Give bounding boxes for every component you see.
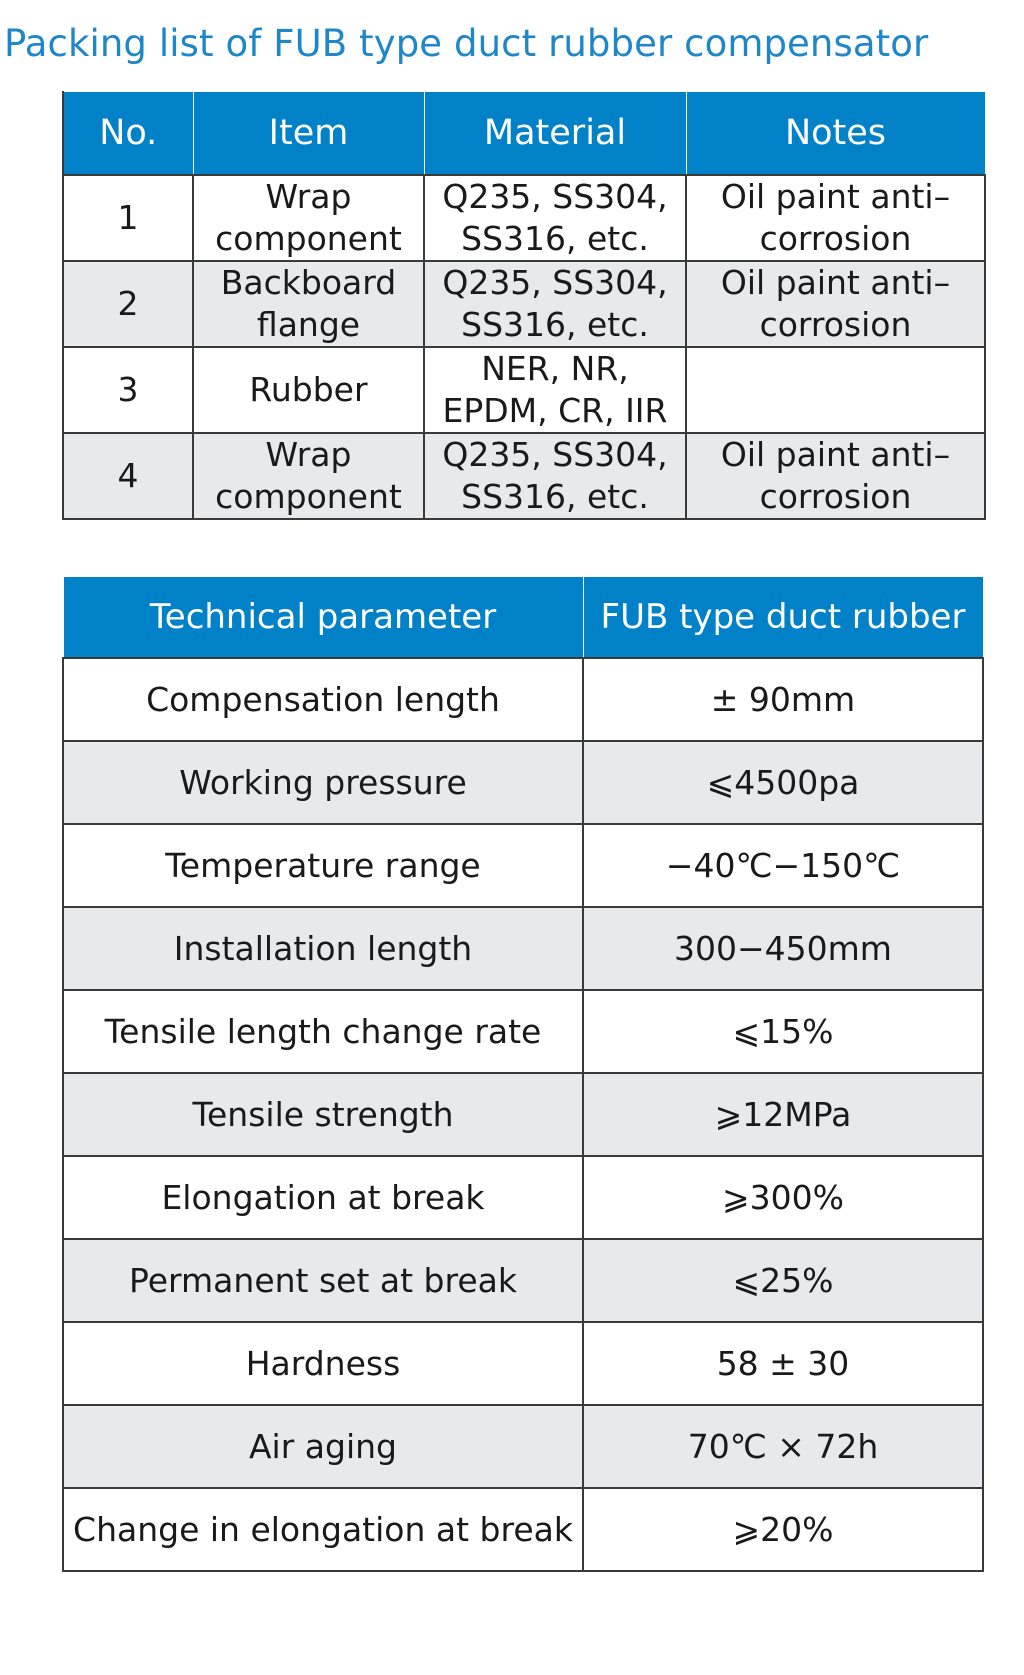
cell-text: Q235, SS304, (442, 177, 668, 216)
cell-parameter: Air aging (63, 1405, 583, 1488)
cell-notes (686, 261, 985, 347)
table-row (63, 658, 983, 741)
table-row (63, 1239, 983, 1322)
cell-value: 300−450mm (583, 907, 983, 990)
table-row (63, 1322, 983, 1405)
cell-material (424, 433, 686, 519)
column-header-material: Material (424, 92, 686, 176)
cell-text: corrosion (759, 219, 912, 258)
table-row (63, 741, 983, 824)
cell-parameter: Tensile length change rate (63, 990, 583, 1073)
table-row (63, 907, 983, 990)
cell-text: Backboard (220, 263, 397, 302)
cell-text: Oil paint anti– (720, 435, 951, 474)
cell-notes (686, 433, 985, 519)
column-header-value: FUB type duct rubber (583, 577, 983, 659)
cell-no: 4 (63, 433, 193, 519)
column-header-parameter: Technical parameter (63, 577, 583, 659)
cell-parameter: Temperature range (63, 824, 583, 907)
cell-text: Rubber (249, 370, 368, 409)
cell-value: −40℃−150℃ (583, 824, 983, 907)
table-row (63, 1405, 983, 1488)
table-header-row (63, 92, 985, 176)
cell-material (424, 175, 686, 261)
cell-no: 1 (63, 175, 193, 261)
cell-text: SS316, etc. (461, 305, 649, 344)
cell-text: Wrap (265, 177, 352, 216)
cell-text: Oil paint anti– (720, 177, 951, 216)
packing-list-table (62, 91, 986, 520)
page-title: Packing list of FUB type duct rubber compensator (4, 22, 929, 65)
cell-parameter: Working pressure (63, 741, 583, 824)
cell-text: Q235, SS304, (442, 263, 668, 302)
cell-text: SS316, etc. (461, 219, 649, 258)
cell-text: Oil paint anti– (720, 263, 951, 302)
cell-item (193, 261, 424, 347)
cell-parameter: Hardness (63, 1322, 583, 1405)
table-header-row (63, 577, 983, 659)
cell-text: corrosion (759, 305, 912, 344)
cell-text: component (215, 477, 402, 516)
cell-text: Q235, SS304, (442, 435, 668, 474)
cell-text: corrosion (759, 477, 912, 516)
cell-parameter: Change in elongation at break (63, 1488, 583, 1571)
cell-item (193, 175, 424, 261)
cell-text: NER, NR, (481, 349, 629, 388)
cell-item (193, 433, 424, 519)
table-row (63, 1073, 983, 1156)
table-row (63, 433, 985, 519)
cell-value: ⩽4500pa (583, 741, 983, 824)
cell-parameter: Elongation at break (63, 1156, 583, 1239)
table-row (63, 347, 985, 433)
cell-parameter: Compensation length (63, 658, 583, 741)
cell-parameter: Installation length (63, 907, 583, 990)
table-row (63, 175, 985, 261)
table-row (63, 1488, 983, 1571)
cell-material (424, 261, 686, 347)
technical-parameter-table (62, 576, 984, 1572)
column-header-no: No. (63, 92, 193, 176)
table-row (63, 990, 983, 1073)
cell-text: SS316, etc. (461, 477, 649, 516)
cell-value: ⩾300% (583, 1156, 983, 1239)
cell-value: ± 90mm (583, 658, 983, 741)
cell-item (193, 347, 424, 433)
cell-value: ⩽25% (583, 1239, 983, 1322)
cell-notes (686, 347, 985, 433)
cell-text: component (215, 219, 402, 258)
column-header-item: Item (193, 92, 424, 176)
cell-text: Wrap (265, 435, 352, 474)
table-row (63, 1156, 983, 1239)
cell-parameter: Tensile strength (63, 1073, 583, 1156)
cell-text: EPDM, CR, IIR (442, 391, 668, 430)
cell-material (424, 347, 686, 433)
cell-value: 58 ± 30 (583, 1322, 983, 1405)
cell-no: 3 (63, 347, 193, 433)
table-row (63, 261, 985, 347)
cell-value: 70℃ × 72h (583, 1405, 983, 1488)
cell-no: 2 (63, 261, 193, 347)
cell-text: flange (256, 305, 361, 344)
cell-value: ⩾12MPa (583, 1073, 983, 1156)
cell-notes (686, 175, 985, 261)
cell-value: ⩽15% (583, 990, 983, 1073)
column-header-notes: Notes (686, 92, 985, 176)
cell-value: ⩾20% (583, 1488, 983, 1571)
table-row (63, 824, 983, 907)
cell-parameter: Permanent set at break (63, 1239, 583, 1322)
